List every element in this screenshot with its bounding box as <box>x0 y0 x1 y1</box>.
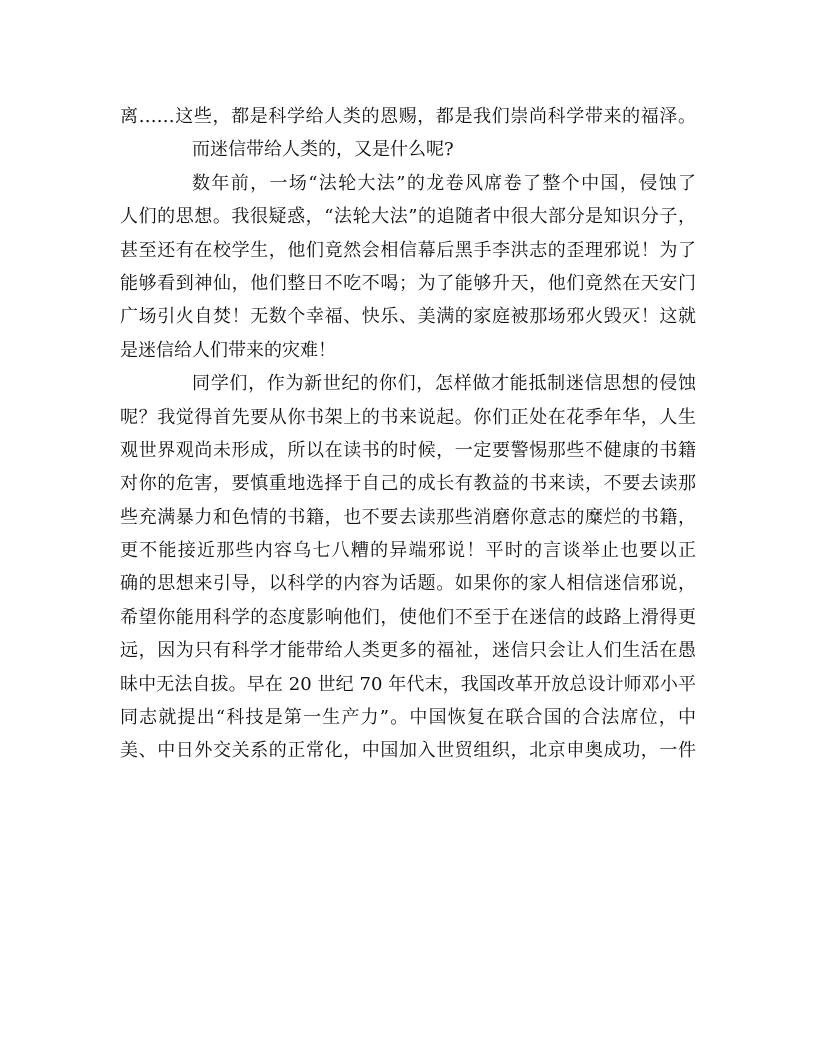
text-line: 甚至还有在校学生，他们竟然会相信幕后黑手李洪志的歪理邪说！为了 <box>120 239 696 261</box>
text-line: 美、中日外交关系的正常化，中国加入世贸组织，北京申奥成功，一件 <box>120 740 696 762</box>
text-line: 对你的危害，要慎重地选择于自己的成长有教益的书来读，不要去读那 <box>120 473 696 495</box>
text-line: 确的思想来引导，以科学的内容为话题。如果你的家人相信迷信邪说， <box>120 573 696 595</box>
text-line: 希望你能用科学的态度影响他们，使他们不至于在迷信的歧路上滑得更 <box>120 606 696 628</box>
text-line: 同志就提出“科技是第一生产力”。中国恢复在联合国的合法席位，中 <box>120 707 696 729</box>
text-line: 人们的思想。我很疑惑，“法轮大法”的追随者中很大部分是知识分子， <box>120 206 696 228</box>
text-line: 观世界观尚未形成，所以在读书的时候，一定要警惕那些不健康的书籍 <box>120 439 696 461</box>
text-line: 昧中无法自拔。早在 20 世纪 70 年代末，我国改革开放总设计师邓小平 <box>120 673 696 695</box>
text-line: 是迷信给人们带来的灾难！ <box>120 339 336 361</box>
text-line: 离……这些，都是科学给人类的恩赐，都是我们崇尚科学带来的福泽。 <box>120 106 696 127</box>
text-line: 呢？我觉得首先要从你书架上的书来说起。你们正处在花季年华，人生 <box>120 406 696 428</box>
text-line: 同学们，作为新世纪的你们，怎样做才能抵制迷信思想的侵蚀 <box>192 373 696 395</box>
text-line: 些充满暴力和色情的书籍，也不要去读那些消磨你意志的糜烂的书籍， <box>120 506 696 528</box>
text-line: 数年前，一场“法轮大法”的龙卷风席卷了整个中国，侵蚀了 <box>192 172 696 194</box>
text-line: 远，因为只有科学才能带给人类更多的福祉，迷信只会让人们生活在愚 <box>120 640 696 662</box>
text-line: 广场引火自焚！无数个幸福、快乐、美满的家庭被那场邪火毁灭！这就 <box>120 306 696 328</box>
body-text <box>120 100 696 768</box>
text-line: 更不能接近那些内容乌七八糟的异端邪说！平时的言谈举止也要以正 <box>120 540 696 562</box>
text-line: 而迷信带给人类的，又是什么呢? <box>192 139 454 161</box>
text-line: 能够看到神仙，他们整日不吃不喝；为了能够升天，他们竟然在天安门 <box>120 272 696 294</box>
